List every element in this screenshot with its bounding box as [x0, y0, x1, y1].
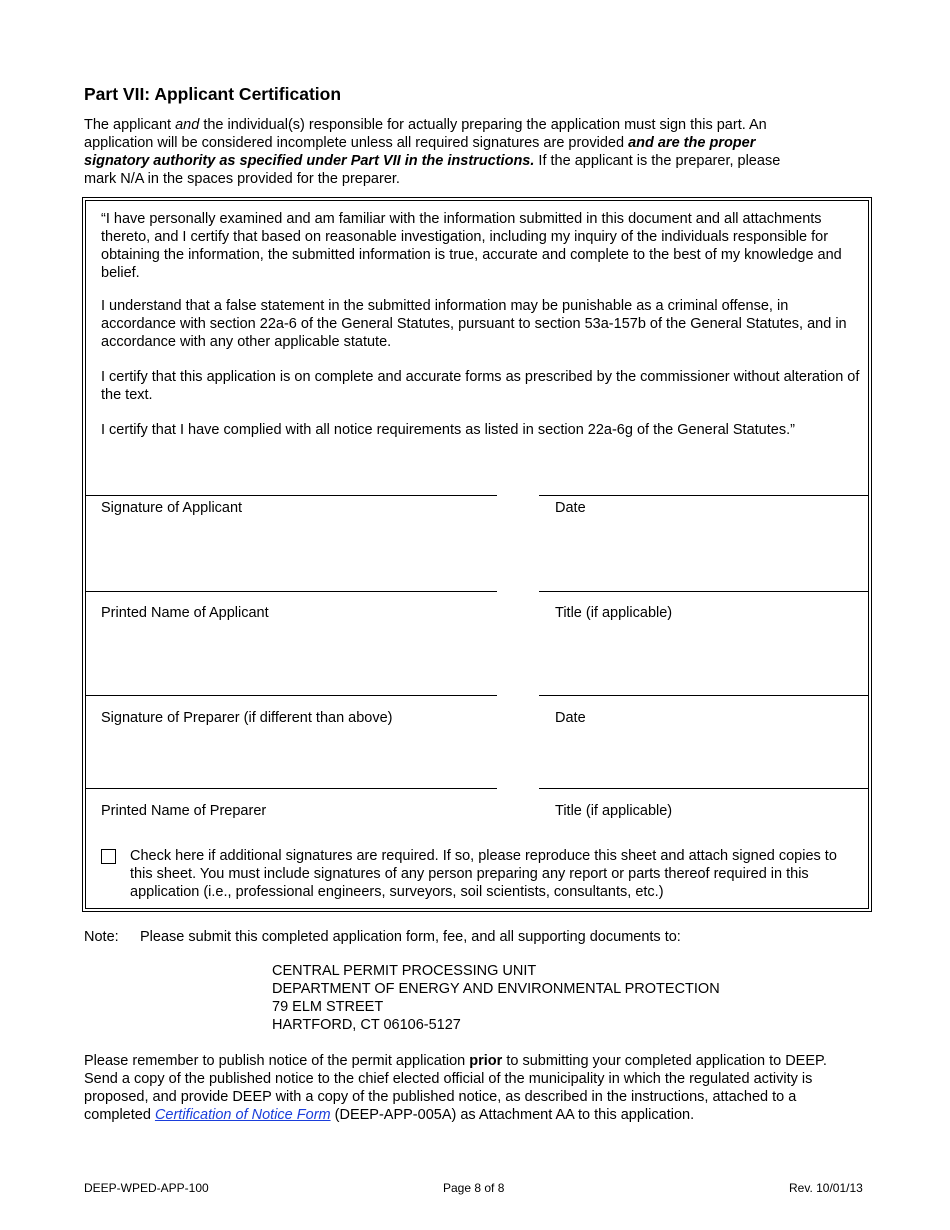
title-preparer-label: Title (if applicable)	[555, 803, 673, 819]
date-preparer-line[interactable]	[539, 695, 868, 696]
date-applicant-label: Date	[555, 500, 586, 516]
note-label: Note:	[84, 929, 119, 945]
note-text: Please submit this completed application form, fee, and all supporting documents to:	[140, 929, 681, 945]
printed-name-applicant-line[interactable]	[86, 591, 497, 592]
additional-signatures-text: Check here if additional signatures are required. If so, please reproduce this sheet and attach signed copies to this sheet. You must include signatures of any person preparing any report or parts thereof required in this application (i.e., professional engineers, surveyors, soil scientists, consultants, etc.)	[130, 848, 837, 900]
intro-text: The applicant	[84, 117, 176, 133]
signature-preparer-line[interactable]	[86, 695, 497, 696]
submission-note	[84, 928, 681, 946]
printed-name-applicant-label: Printed Name of Applicant	[101, 605, 269, 621]
signature-preparer-label: Signature of Preparer (if different than above)	[101, 710, 393, 726]
address-line-4: HARTFORD, CT 06106-5127	[272, 1017, 461, 1033]
intro-text: the individual(s) responsible for actually preparing the application must sign this part. An application will be considered incomplete unless all required signatures are provided	[84, 117, 767, 151]
section-title: Part VII: Applicant Certification	[84, 84, 342, 104]
date-preparer-label: Date	[555, 710, 586, 726]
mailing-address	[272, 962, 720, 1034]
footer-revision: Rev. 10/01/13	[789, 1181, 863, 1195]
printed-name-preparer-line[interactable]	[86, 788, 497, 789]
intro-bold-text: and are the proper signatory authority as specified under Part VII in the instructions.	[84, 135, 756, 169]
certification-statement-2: I understand that a false statement in the submitted information may be punishable as a criminal offense, in accordance with section 22a-6 of the General Statutes, pursuant to section 53a-157b of the General Statutes, and in accordance with any other applicable statute.	[101, 298, 847, 350]
additional-signatures-checkbox[interactable]	[101, 849, 116, 864]
printed-name-preparer-label: Printed Name of Preparer	[101, 803, 267, 819]
publish-notice-reminder	[84, 1052, 854, 1124]
reminder-text: to submitting your completed application to DEEP. Send a copy of the published notice to the chief elected official of the municipality in which the regulated activity is proposed, and provide DEEP with a copy of the published notice, as described in the instructions, attached to a completed	[84, 1053, 827, 1123]
address-line-1: CENTRAL PERMIT PROCESSING UNIT	[272, 963, 537, 979]
reminder-text: Please remember to publish notice of the permit application	[84, 1053, 470, 1069]
footer-page-number: Page 8 of 8	[443, 1181, 505, 1195]
intro-text: If the applicant is the preparer, please mark N/A in the spaces provided for the preparer.	[84, 153, 781, 187]
footer-form-id: DEEP-WPED-APP-100	[84, 1181, 209, 1195]
intro-emphasis: and	[175, 117, 200, 133]
title-applicant-label: Title (if applicable)	[555, 605, 673, 621]
signature-applicant-line[interactable]	[86, 495, 497, 496]
date-applicant-line[interactable]	[539, 495, 868, 496]
certification-statement-1: “I have personally examined and am familiar with the information submitted in this document and all attachments thereto, and I certify that based on reasonable investigation, including my inquiry of the individuals responsible for obtaining the information, the submitted information is true, accurate and complete to the best of my knowledge and belief.	[101, 211, 842, 281]
certification-of-notice-form-link[interactable]: Certification of Notice Form	[154, 1107, 331, 1123]
address-line-3: 79 ELM STREET	[272, 999, 384, 1015]
signature-applicant-label: Signature of Applicant	[101, 500, 243, 516]
address-line-2: DEPARTMENT OF ENERGY AND ENVIRONMENTAL PROTECTION	[272, 981, 720, 997]
reminder-text: (DEEP-APP-005A) as Attachment AA to this application.	[330, 1107, 695, 1123]
title-preparer-line[interactable]	[539, 788, 868, 789]
title-applicant-line[interactable]	[539, 591, 868, 592]
certification-statement-4: I certify that I have complied with all notice requirements as listed in section 22a-6g of the General Statutes.”	[101, 422, 795, 438]
certification-statement-3: I certify that this application is on complete and accurate forms as prescribed by the commissioner without alteration of the text.	[101, 369, 860, 403]
reminder-bold: prior	[469, 1053, 503, 1069]
intro-paragraph	[84, 116, 804, 188]
certification-box	[82, 197, 872, 912]
